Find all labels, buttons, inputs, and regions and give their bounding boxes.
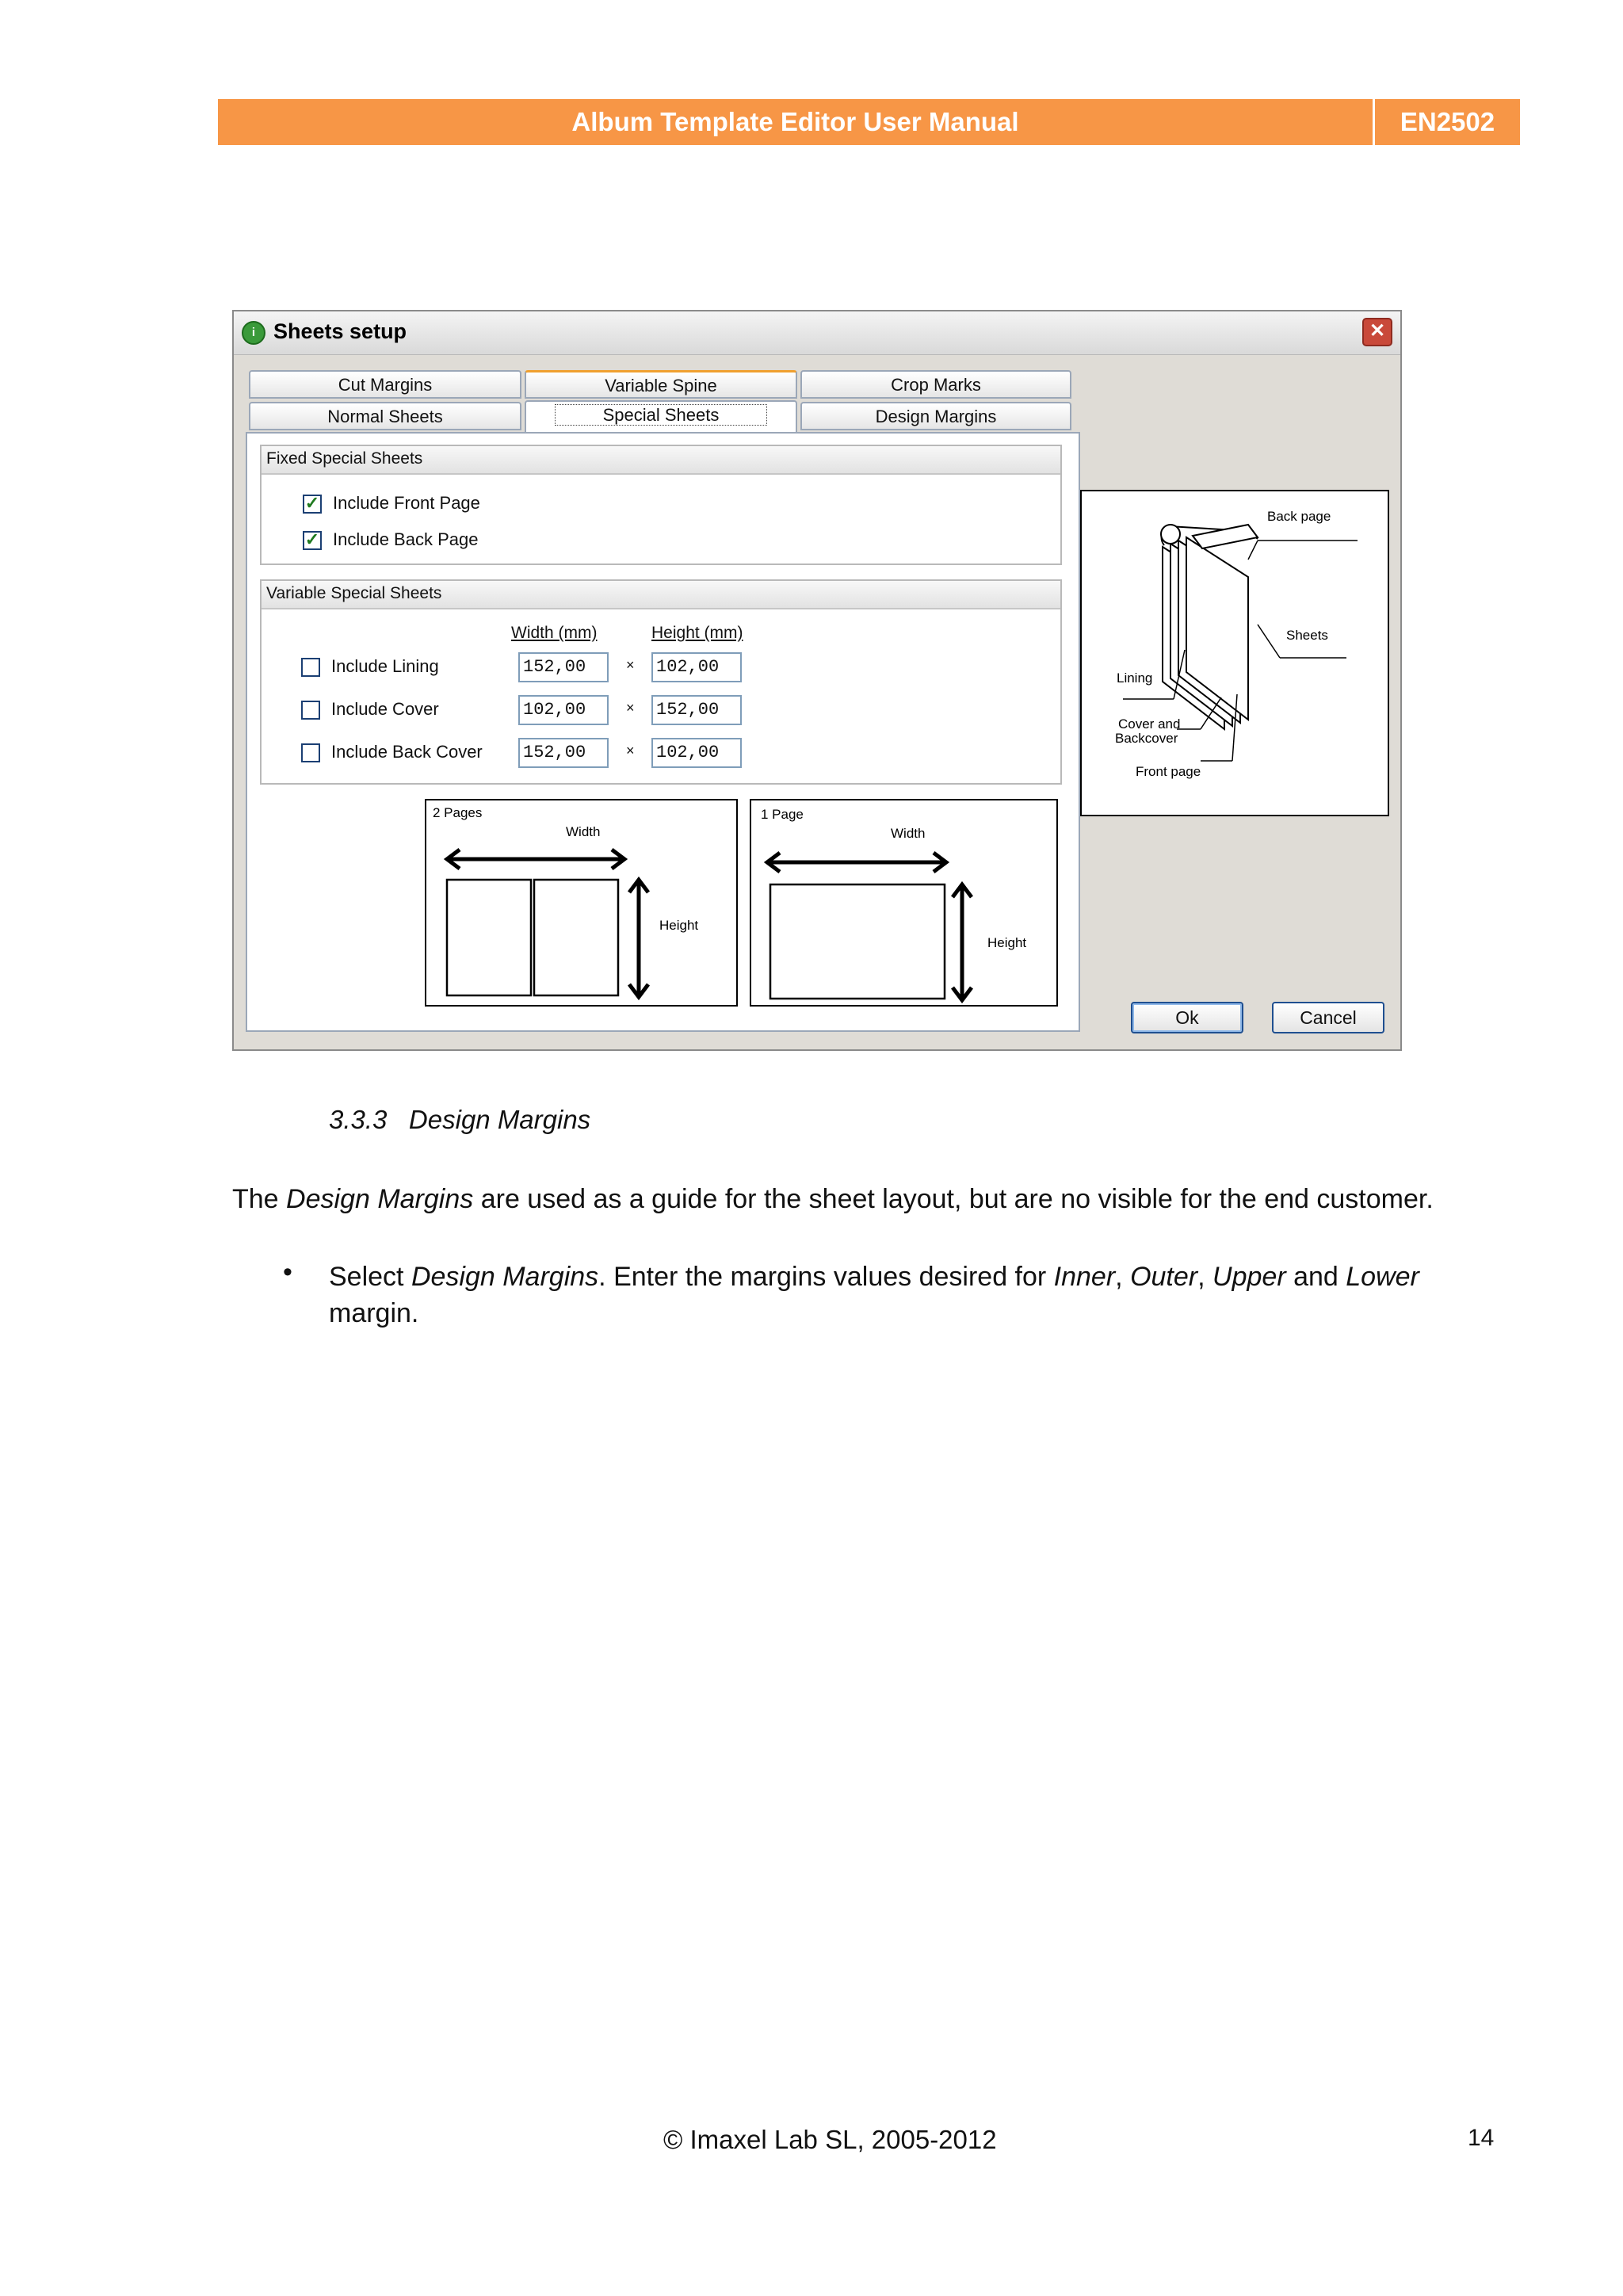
dialog-titlebar[interactable]	[234, 311, 1400, 355]
checkbox-label: Include Back Cover	[331, 742, 483, 762]
times-sign: ×	[626, 700, 635, 716]
height-column-header: Height (mm)	[651, 624, 743, 642]
width-label: Width	[566, 824, 601, 839]
lining-label: Lining	[1117, 670, 1153, 686]
tab-special-sheets[interactable]	[525, 400, 797, 434]
emphasis: Upper	[1212, 1262, 1286, 1292]
bullet-marker: •	[283, 1257, 292, 1287]
text-run: margin.	[329, 1298, 419, 1328]
tab-normal-sheets[interactable]	[249, 402, 521, 430]
two-pages-diagram	[425, 799, 738, 1007]
checkbox-unchecked-icon[interactable]	[301, 658, 320, 677]
emphasis: Lower	[1346, 1262, 1419, 1292]
lining-height-input[interactable]: 102,00	[651, 652, 742, 682]
back-cover-width-input[interactable]: 152,00	[518, 738, 609, 768]
section-heading	[329, 1105, 590, 1135]
page-number: 14	[1468, 2125, 1495, 2151]
text-run: are used as a guide for the sheet layout, but are no visible for the end customer.	[473, 1184, 1434, 1214]
text-run: The	[232, 1184, 287, 1214]
times-sign: ×	[626, 657, 635, 673]
tab-design-margins[interactable]	[800, 402, 1071, 430]
tab-label: Normal Sheets	[327, 407, 443, 426]
front-page-label: Front page	[1136, 764, 1201, 779]
cover-height-input[interactable]: 152,00	[651, 695, 742, 725]
section-title: Design Margins	[408, 1105, 591, 1134]
cover-label-line2: Backcover	[1115, 731, 1178, 746]
one-page-drawing	[751, 800, 1060, 1008]
tab-variable-spine[interactable]	[525, 370, 797, 399]
text-run: Select	[329, 1262, 411, 1292]
group-title: Variable Special Sheets	[262, 581, 1060, 609]
one-page-diagram	[750, 799, 1058, 1007]
tab-label: Special Sheets	[555, 404, 768, 426]
diagram-title: 2 Pages	[433, 805, 483, 820]
bullet-item	[329, 1259, 1478, 1331]
checkbox-label: Include Front Page	[333, 493, 480, 513]
checkbox-label: Include Cover	[331, 699, 439, 719]
tab-cut-margins[interactable]	[249, 370, 521, 399]
tab-crop-marks[interactable]	[800, 370, 1071, 399]
ok-button[interactable]: Ok	[1131, 1002, 1243, 1033]
dialog-title: Sheets setup	[273, 319, 407, 343]
width-label: Width	[891, 826, 926, 841]
cover-width-input[interactable]: 102,00	[518, 695, 609, 725]
lining-width-input[interactable]: 152,00	[518, 652, 609, 682]
sheets-setup-dialog	[232, 310, 1402, 1051]
tab-label: Cut Margins	[338, 375, 433, 395]
cover-label-line1: Cover and	[1118, 716, 1181, 732]
book-structure-illustration	[1080, 490, 1389, 816]
times-sign: ×	[626, 743, 635, 758]
emphasis: Outer	[1130, 1262, 1198, 1292]
text-run: ,	[1197, 1262, 1213, 1292]
emphasis: Inner	[1053, 1262, 1116, 1292]
fixed-special-sheets-group	[260, 445, 1062, 565]
close-button[interactable]: ✕	[1362, 318, 1392, 346]
sheets-label: Sheets	[1286, 628, 1328, 643]
checkbox-label: Include Lining	[331, 656, 439, 676]
document-code: EN2502	[1400, 107, 1495, 136]
footer-copyright: © Imaxel Lab SL, 2005-2012	[663, 2125, 997, 2154]
checkbox-checked-icon[interactable]: ✓	[303, 531, 322, 550]
text-run: and	[1285, 1262, 1346, 1292]
header-title: Album Template Editor User Manual	[571, 107, 1019, 136]
emphasis: Design Margins	[286, 1184, 474, 1214]
tab-label: Design Margins	[875, 407, 997, 426]
checkbox-unchecked-icon[interactable]	[301, 701, 320, 720]
app-logo-icon: i	[242, 321, 265, 345]
variable-special-sheets-group	[260, 579, 1062, 785]
group-title: Fixed Special Sheets	[262, 446, 1060, 475]
tab-label: Crop Marks	[891, 375, 981, 395]
back-cover-height-input[interactable]: 102,00	[651, 738, 742, 768]
checkbox-label: Include Back Page	[333, 529, 479, 549]
emphasis: Design Margins	[411, 1262, 599, 1292]
two-pages-drawing	[426, 800, 739, 1008]
diagram-title: 1 Page	[761, 807, 804, 822]
book-drawing	[1082, 491, 1391, 818]
tab-label: Variable Spine	[605, 376, 717, 395]
width-column-header: Width (mm)	[511, 624, 598, 642]
text-run: ,	[1115, 1262, 1131, 1292]
checkbox-checked-icon[interactable]: ✓	[303, 495, 322, 514]
body-paragraph	[232, 1184, 1434, 1215]
section-number: 3.3.3	[329, 1105, 388, 1134]
back-page-label: Back page	[1267, 509, 1331, 524]
tab-panel	[246, 432, 1080, 1032]
height-label: Height	[987, 935, 1027, 950]
checkbox-unchecked-icon[interactable]	[301, 743, 320, 762]
header-bar	[218, 99, 1520, 145]
text-run: . Enter the margins values desired for	[598, 1262, 1054, 1292]
height-label: Height	[659, 918, 699, 933]
cancel-button[interactable]: Cancel	[1272, 1002, 1384, 1033]
